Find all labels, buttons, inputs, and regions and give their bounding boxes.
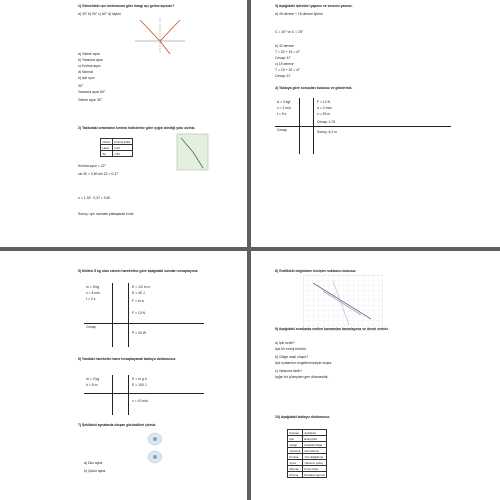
question-7: 7) Şekildeki aynalarda oluşan görüntüleri çiziniz. — [78, 423, 157, 427]
grid-value: a = 2 m/s² — [317, 106, 333, 110]
table-cell: Işık — [288, 436, 303, 442]
grid-value: v = 2 m/s — [277, 106, 291, 110]
question-4: 4) Tabloya göre sonuçları bulunuz ve gösteriniz. — [275, 86, 353, 90]
prism-figure — [175, 132, 210, 172]
table-cell: Renklere ayırma — [304, 472, 325, 477]
table-cell: Mercek — [288, 466, 303, 472]
table-cell: Su — [101, 151, 113, 157]
text-line: Cevap: 47 — [275, 74, 291, 78]
table-cell: Ortam — [102, 139, 111, 144]
text-line: sin 30 = 0,50 sin 22 = 0,37 — [78, 172, 118, 176]
text-line: 30° — [78, 84, 84, 88]
text-line: a) 45 derece + 15 derece işlemi — [275, 12, 323, 16]
concept-table — [287, 429, 327, 478]
table-cell: 1,00 — [112, 145, 132, 151]
page-4 — [251, 251, 500, 500]
answer-b: b) Çukur ayna — [84, 469, 106, 473]
text-line: Sonuç: ışık normale yaklaşarak kırılır. — [78, 212, 135, 216]
table-cell: 1,33 — [112, 151, 132, 157]
table-cell: Geri dönme — [302, 448, 327, 454]
table-cell: Kırılma indisi — [114, 139, 131, 144]
text-line: Işık ışınlarının engellenmesiyle oluşur. — [275, 361, 333, 365]
refraction-figure — [130, 16, 190, 56]
table-cell: Yön değiştirme — [302, 454, 327, 460]
mirror-figure — [140, 429, 170, 469]
grid-value: Sonuç: 6,2 m — [317, 130, 337, 134]
text-line: Yansıma açısı 60° — [78, 90, 106, 94]
grid-value: Δ = 4 kgf — [277, 100, 291, 104]
option-d: d) Normal — [78, 70, 93, 74]
grid-value: F = 10 N — [132, 311, 146, 315]
grid-value: F = 12 N — [317, 100, 331, 104]
table-cell: Kavram — [288, 430, 303, 436]
text-line: b) 32 derece — [275, 44, 295, 48]
table-cell: Prizma — [288, 472, 303, 478]
grid-value: v = 10 m/s — [132, 399, 148, 403]
grid-label: Cevap — [277, 128, 287, 132]
table-cell: Açıklama — [302, 430, 327, 436]
page-1 — [0, 0, 247, 247]
table-cell: Karanlık bölge — [302, 442, 327, 448]
option-a: a) Gelme açısı — [78, 52, 101, 56]
text-line: c) 15 derece — [275, 62, 294, 66]
question-10: 10) Aşağıdaki tabloyu doldurunuz. — [275, 415, 331, 419]
text-line: a) Işık nedir? — [275, 341, 295, 345]
grid-value: F = m a — [132, 299, 144, 303]
question-9: 9) Aşağıdaki sorularda verilen kavramları tanımlayınız ve örnek veriniz. — [275, 327, 389, 331]
text-line: T = 15 + 32 = 47 — [275, 68, 300, 72]
table-cell: Ayna — [288, 460, 303, 466]
grid-value: E = 1/2 m v² — [132, 285, 151, 289]
text-line: n = 1,33 · 0,37 = 0,50 — [78, 196, 111, 200]
grid-value: E = m g h — [132, 377, 147, 381]
question-1-sub: a) 30° b) 90° c) 60° d) hiçbiri — [78, 12, 121, 16]
media-table — [100, 138, 133, 157]
grid-value: t = 5 s — [277, 112, 287, 116]
text-line: b) Gölge nasıl oluşur? — [275, 355, 309, 359]
option-b: b) Yansıma açısı — [78, 58, 104, 62]
table-cell: Kırıcı ortam — [302, 466, 327, 472]
grid-label: Cevap — [86, 325, 96, 329]
grid-value: t = 2 s — [86, 297, 96, 301]
option-e: e) Işık ışını — [78, 76, 95, 80]
question-6: 6) Yandaki hareketin hızını hesaplayarak tabloyu doldurunuz. — [78, 357, 177, 361]
question-5: 5) Kütlesi 5 kg olan cismin hareketine göre aşağıdaki soruları cevaplayınız. — [78, 269, 199, 273]
page-2 — [251, 0, 500, 247]
grid-value: E = 100 J — [132, 383, 147, 387]
table-cell: Yansıtıcı yüzey — [302, 460, 327, 466]
grid-value: h = 5 m — [86, 383, 98, 387]
text-line: Işık bir enerji türüdür. — [275, 347, 307, 351]
question-1: 1) Görseldeki ışın kırılmasına göre hangi açı gelme açısıdır? — [78, 4, 175, 8]
text-line: Cevap: 47 — [275, 56, 291, 60]
text-line: C = 20° ve C = 25° — [275, 30, 304, 34]
question-2: 2) Tablodaki ortamların kırılma indislerine göre ışığın izlediği yolu çiziniz. — [78, 126, 196, 130]
text-line: Kırılma açısı = 22° — [78, 164, 106, 168]
grid-value: P = 20 W — [132, 331, 146, 335]
grid-value: E = 40 J — [132, 291, 145, 295]
page-3 — [0, 251, 247, 500]
text-line: Işığın bir yüzeyden geri dönmesidir. — [275, 375, 329, 379]
grid-value: v = 4 m/s — [86, 291, 100, 295]
text-line: T = 32 + 15 = 47 — [275, 50, 300, 54]
horizontal-divider — [0, 247, 500, 251]
table-cell: Hava — [101, 145, 113, 151]
graph-figure — [303, 275, 383, 331]
option-c: c) Kırılma açısı — [78, 64, 101, 68]
text-line: Gelme açısı 30° — [78, 98, 103, 102]
grid-value: m = 5 kg — [86, 285, 100, 289]
table-cell: Gölge — [288, 442, 303, 448]
table-cell: Yansıma — [289, 448, 301, 453]
question-8: 8) Grafikteki doğruların kesişim noktasını bulunuz. — [275, 269, 357, 273]
answer-a: a) Düz ayna — [84, 461, 103, 465]
table-cell: Enerji türü — [302, 436, 327, 442]
grid-value: Cevap: 4,75 — [317, 120, 336, 124]
grid-value: m = 2 kg — [86, 377, 100, 381]
table-cell: Kırılma — [288, 454, 303, 460]
text-line: c) Yansıma nedir? — [275, 369, 303, 373]
grid-value: x = 25 m — [317, 112, 331, 116]
question-3: 3) Aşağıdaki işlemleri yapınız ve sonucu yazınız. — [275, 4, 353, 8]
